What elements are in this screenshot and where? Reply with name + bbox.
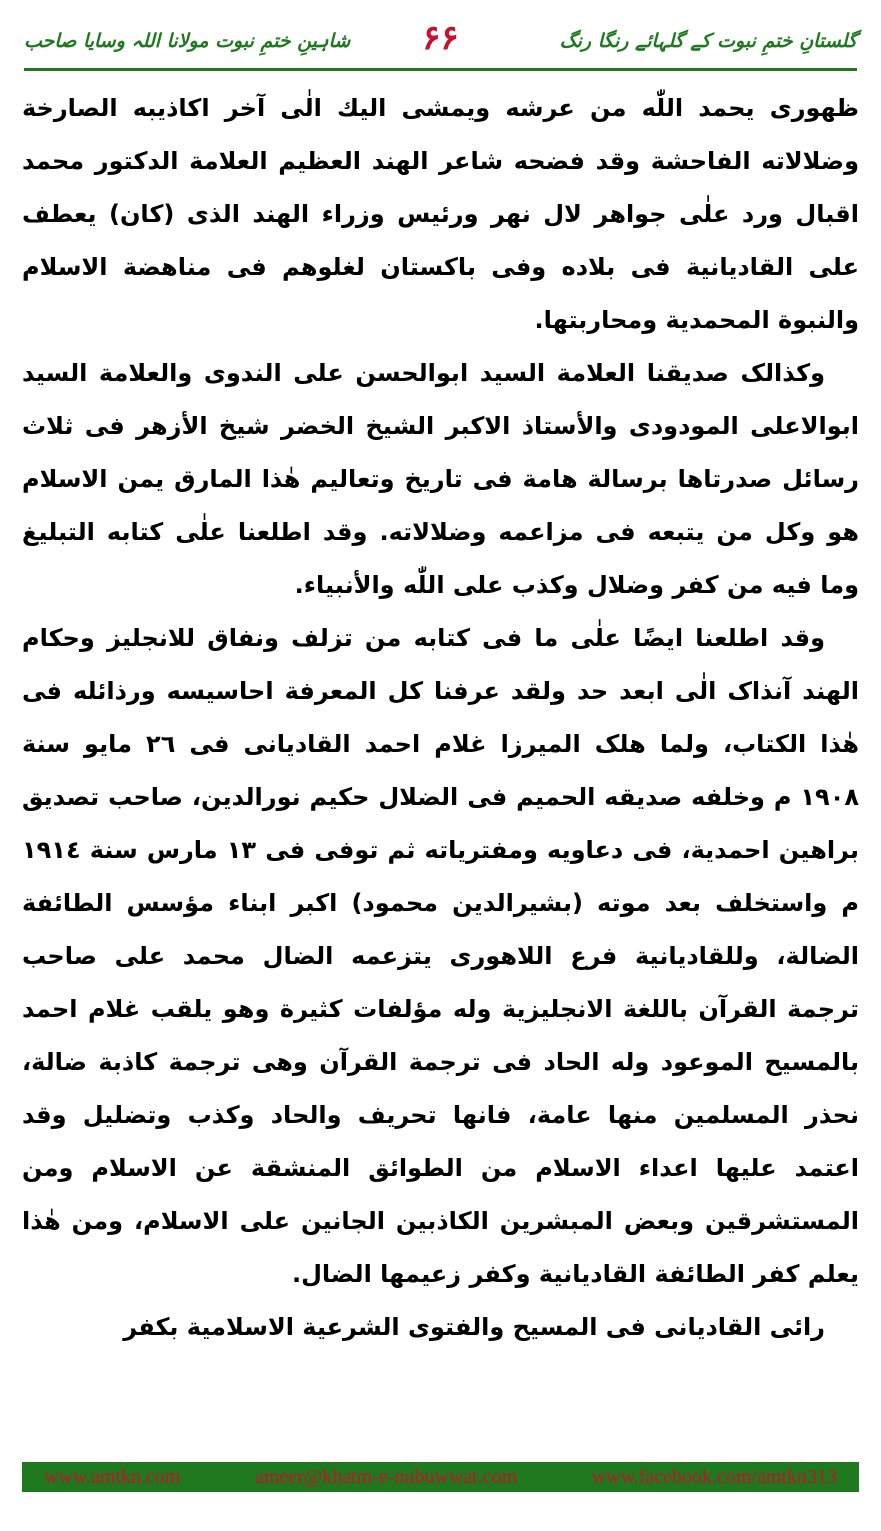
paragraph-2: وكذالک صديقنا العلامة السيد ابوالحسن على الندوى والعلامة السيد ابوالاعلى المودودى والأستاذ الاكبر الشيخ الخضر شيخ الأزهر فى ثلاث رسائل صدرتاها برسالة هامة فى تاريخ وتعاليم هٰذا المارق يمن الاسلام هو وكل من يتبعه فى مزاعمه وضلالاته. وقد اطلعنا علٰى كتابه التبليغ وما فيه من كفر وضلال وكذب على اللّٰه والأنبياء. (22, 359, 859, 599)
page-number: ۶۶ (422, 18, 459, 58)
page-body (22, 82, 859, 1452)
paragraph-3: وقد اطلعنا ايضًا علٰى ما فى كتابه من تزلف ونفاق للانجليز وحكام الهند آنذاک الٰى ابعد حد ولقد عرفنا كل المعرفة احاسيسه ورذائله فى هٰذا الكتاب، ولما هلک الميرزا غلام احمد القاديانى فى ٢٦ مايو سنة ١٩٠٨ م وخلفه صديقه الحميم فى الضلال حكيم نورالدين، صاحب تصديق براهين احمدية، فى دعاويه ومفترياته ثم توفى فى ١٣ مارس سنة ١٩١٤ م واستخلف بعد موته (بشيرالدين محمود) اكبر ابناء مؤسس الطائفة الضالة، وللقاديانية فرع اللاهورى يتزعمه الضال محمد على صاحب ترجمة القرآن باللغة الانجليزية وله مؤلفات كثيرة وهو يلقب غلام احمد بالمسيح الموعود وله الحاد فى ترجمة القرآن وهى ترجمة كاذبة ضالة، نحذر المسلمين منها عامة، فانها تحريف والحاد وكذب وتضليل وقد اعتمد عليها اعداء الاسلام من الطوائق المنشقة عن الاسلام ومن المستشرقين وبعض المبشرين الكاذبين الجانين على الاسلام، ومن هٰذا يعلم كفر الطائفة القاديانية وكفر زعيمها الضال. (22, 624, 859, 1288)
header-divider (24, 68, 857, 71)
website-link[interactable]: www.amtkn.com (44, 1465, 181, 1488)
page-footer (22, 1462, 859, 1492)
paragraph-1: ظهورى يحمد اللّٰه من عرشه ويمشى اليك الٰى آخر اكاذيبه الصارخة وضلالاته الفاحشة وقد فضحه شاعر الهند العظيم العلامة الدكتور محمد اقبال ورد علٰى جواهر لال نهر ورئيس وزراء الهند الذى (كان) يعطف على القاديانية فى بلاده وفى باكستان لغلوهم فى مناهضة الاسلام والنبوة المحمدية ومحاربتها. (22, 94, 859, 334)
facebook-link[interactable]: www.facebook.com/amtkn313 (591, 1465, 837, 1488)
book-title: گلستانِ ختمِ نبوت کے گلہائے رنگا رنگ (559, 30, 857, 52)
page-header (24, 18, 857, 62)
author-title: شاہینِ ختمِ نبوت مولانا اللہ وسایا صاحب (24, 30, 351, 52)
email-link[interactable]: ameer@khatm-e-nubuwwat.com (254, 1465, 518, 1488)
paragraph-4: رائى القاديانى فى المسيح والفتوى الشرعية الاسلامية بكفر (123, 1313, 825, 1341)
